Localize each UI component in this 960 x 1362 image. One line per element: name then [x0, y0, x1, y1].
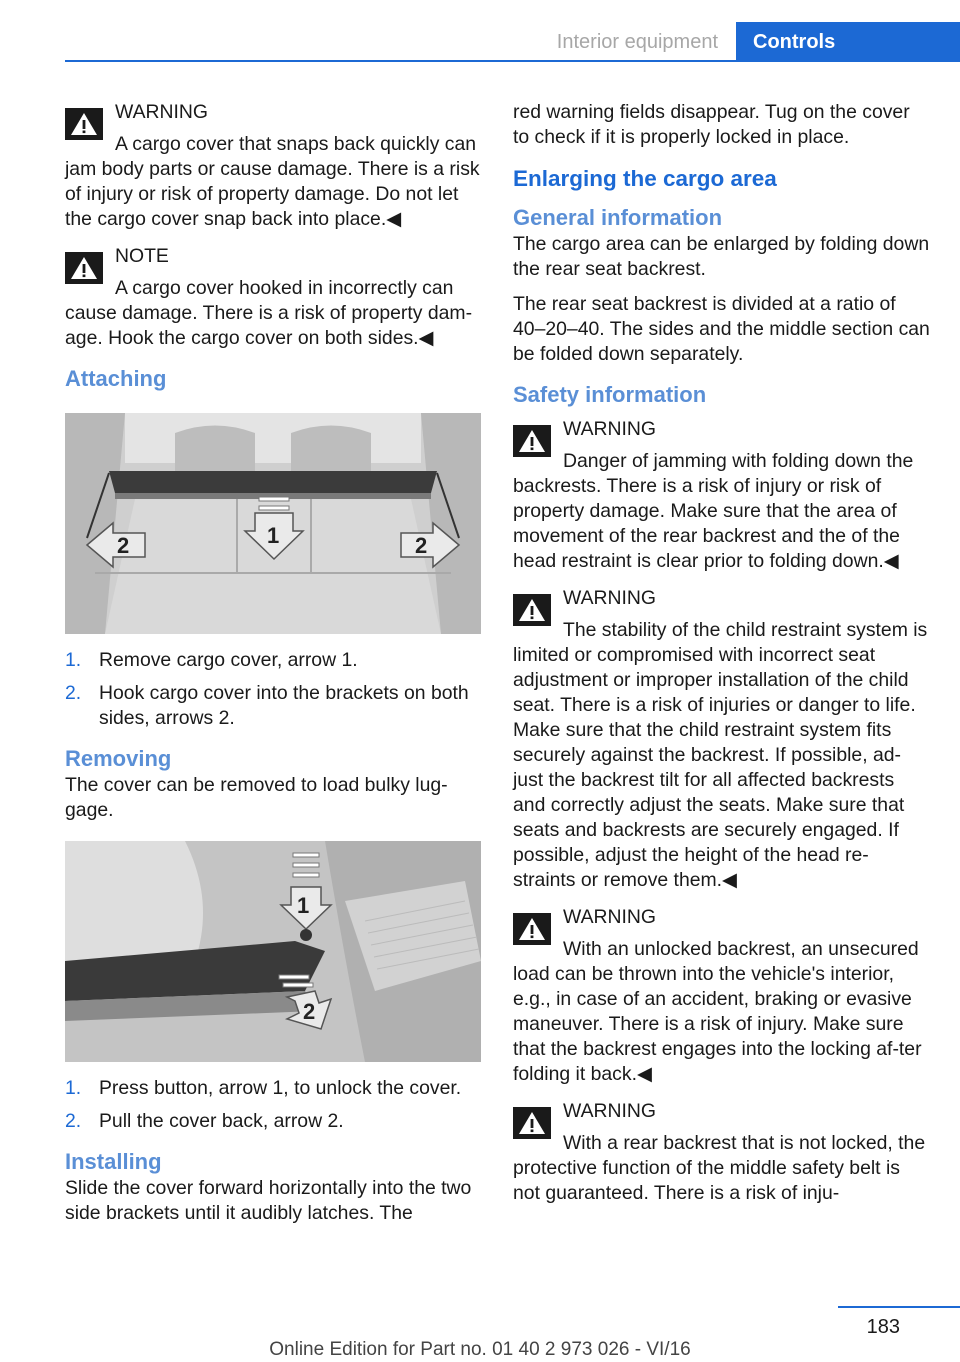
header-section-label: Interior equipment	[556, 31, 718, 53]
removing-intro: The cover can be removed to load bulky lug‐gage.	[65, 774, 448, 821]
step-text: Press button, arrow 1, to unlock the cover.	[99, 1077, 462, 1099]
removing-figure	[65, 841, 481, 1062]
list-item	[65, 1076, 481, 1101]
warning-title: WARNING	[563, 418, 656, 440]
safety-information-heading: Safety information	[513, 382, 707, 407]
step-number: 2.	[65, 682, 82, 704]
note-text: A cargo cover hooked in incorrectly can cause damage. There is a risk of property dam‐age. Hook the cargo cover on both sides.◀	[65, 277, 473, 349]
removing-heading: Removing	[65, 746, 172, 771]
edition-footer: Online Edition for Part no. 01 40 2 973 026 - VI/16	[269, 1339, 691, 1360]
figure-arrow-label: 2	[303, 999, 316, 1024]
note-block	[65, 244, 481, 351]
general-information-heading: General information	[513, 205, 723, 230]
figure-arrow-label: 2	[415, 533, 428, 558]
page-header	[0, 0, 960, 62]
general-paragraph: The rear seat backrest is divided at a ratio of 40–20–40. The sides and the middle section can be folded down separately.	[513, 293, 930, 365]
installing-text: Slide the cover forward horizontally into the two side brackets until it audibly latches. The	[65, 1177, 472, 1224]
warning-text: The stability of the child restraint system is limited or compromised with incorrect seat adjustment or improper installation of the child seat. There is a risk of injuries or danger to life. Make sure that the child restraint system fits securely against the backrest. If possible, ad‐just the backrest tilt for all affected backrests and correctly adjust the seats. Make sure that seats and backrests are securely engaged. If possible, adjust the height of the head re‐straints or remove them.◀	[513, 619, 928, 891]
header-rule	[65, 60, 960, 62]
warning-triangle-icon	[513, 425, 551, 457]
step-text: Pull the cover back, arrow 2.	[99, 1110, 344, 1132]
warning-title: WARNING	[115, 101, 208, 123]
attaching-steps	[65, 648, 481, 731]
warning-triangle-icon	[513, 913, 551, 945]
list-item	[65, 1109, 481, 1134]
step-text: Hook cargo cover into the brackets on both sides, arrows 2.	[99, 682, 469, 729]
list-item	[65, 681, 481, 731]
step-number: 1.	[65, 1077, 82, 1099]
figure-arrow-label: 2	[117, 533, 130, 558]
attaching-figure	[65, 413, 481, 634]
right-column	[513, 100, 930, 1218]
step-number: 2.	[65, 1110, 82, 1132]
warning-block	[513, 586, 930, 893]
warning-triangle-icon	[513, 1107, 551, 1139]
warning-title: WARNING	[563, 1100, 656, 1122]
continuation-text: red warning fields disappear. Tug on the cover to check if it is properly locked in place.	[513, 101, 910, 148]
header-chapter-tab: Controls	[736, 22, 960, 62]
step-number: 1.	[65, 649, 82, 671]
warning-triangle-icon	[513, 594, 551, 626]
warning-block	[65, 100, 481, 232]
left-column	[65, 100, 481, 1236]
warning-text: Danger of jamming with folding down the backrests. There is a risk of injury or risk of property damage. Make sure that the area of movement of the rear backrest and the of the head restraint is clear prior to folding down.◀	[513, 450, 914, 572]
removing-steps	[65, 1076, 481, 1134]
warning-title: WARNING	[563, 587, 656, 609]
footer-rule	[838, 1306, 960, 1308]
warning-triangle-icon	[65, 108, 103, 140]
warning-text: With a rear backrest that is not locked, the protective function of the middle safety belt is not guaranteed. There is a risk of inju‐	[513, 1132, 926, 1204]
figure-arrow-label: 1	[267, 523, 280, 548]
warning-block	[513, 1099, 930, 1206]
warning-block	[513, 417, 930, 574]
note-title: NOTE	[115, 245, 169, 267]
warning-title: WARNING	[563, 906, 656, 928]
attaching-heading: Attaching	[65, 366, 167, 391]
enlarging-heading: Enlarging the cargo area	[513, 166, 777, 191]
page-number: 183	[866, 1316, 900, 1338]
warning-text: With an unlocked backrest, an unsecured load can be thrown into the vehicle's interior, e.g., in case of an accident, braking or evasive maneuver. There is a risk of injury. Make sure that the backrest engages into the locking af‐ter folding it back.◀	[513, 938, 922, 1085]
warning-text: A cargo cover that snaps back quickly can jam body parts or cause damage. There is a risk of injury or risk of property damage. Do not let the cargo cover snap back into place.◀	[65, 133, 480, 230]
list-item	[65, 648, 481, 673]
figure-arrow-label: 1	[297, 893, 310, 918]
general-paragraph: The cargo area can be enlarged by folding down the rear seat backrest.	[513, 233, 930, 280]
step-text: Remove cargo cover, arrow 1.	[99, 649, 358, 671]
warning-block	[513, 905, 930, 1087]
warning-triangle-icon	[65, 252, 103, 284]
installing-heading: Installing	[65, 1149, 162, 1174]
